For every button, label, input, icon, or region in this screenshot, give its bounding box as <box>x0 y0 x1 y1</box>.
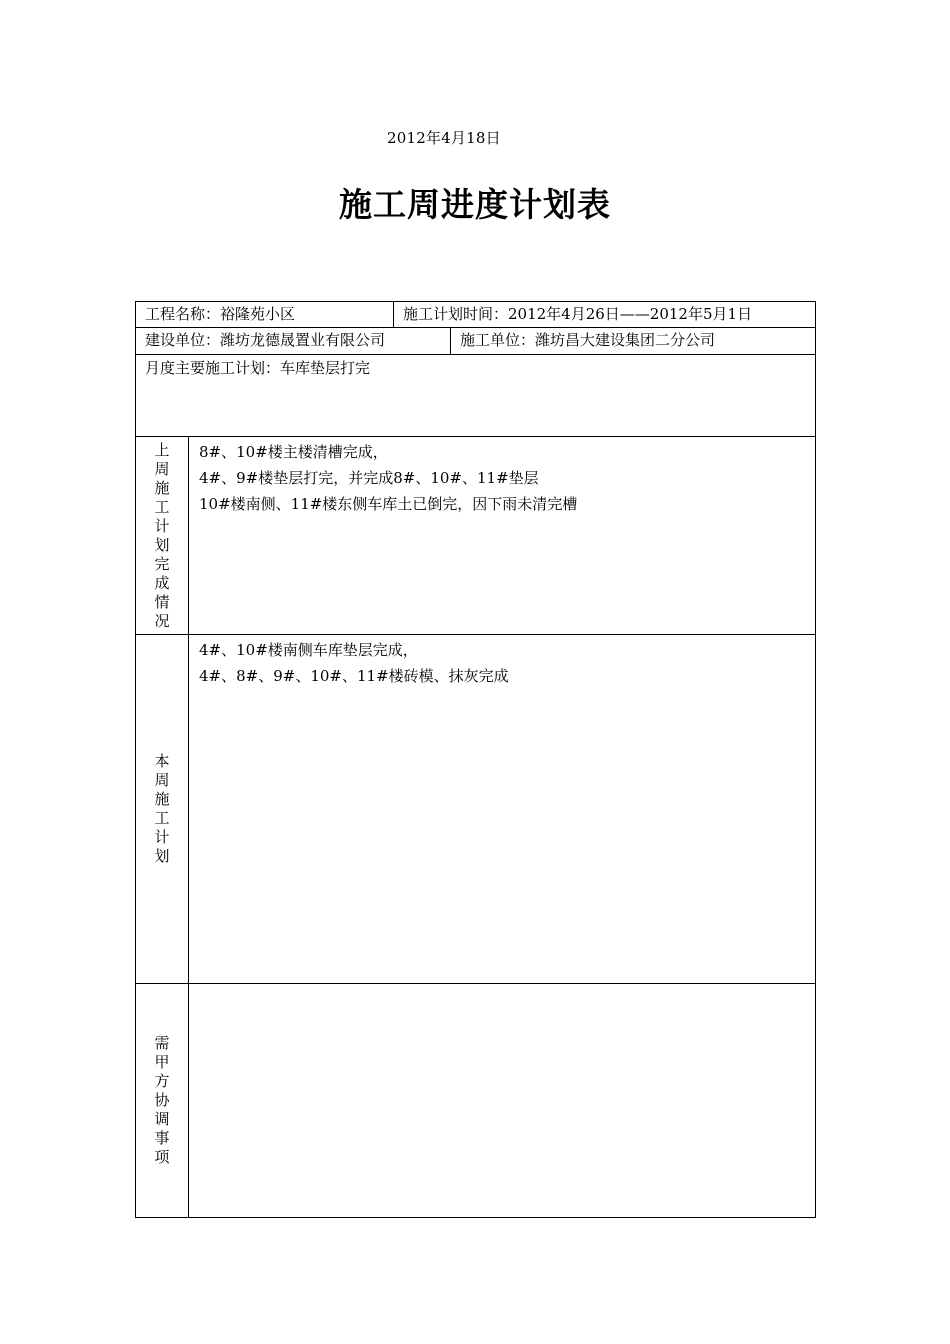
coordination-row <box>136 984 815 1217</box>
header-row-2 <box>136 328 815 355</box>
monthly-plan-cell: 月度主要施工计划：车库垫层打完 <box>145 359 371 377</box>
last-week-content <box>199 439 805 517</box>
this-week-label: 本周施工计划 <box>154 752 170 865</box>
last-week-line: 4#、9#楼垫层打完，并完成8#、10#、11#垫层 <box>199 469 539 487</box>
last-week-label-cell <box>136 437 189 634</box>
this-week-label-cell <box>136 635 189 983</box>
this-week-line: 4#、8#、9#、10#、11#楼砖模、抹灰完成 <box>199 667 509 685</box>
last-week-row <box>136 437 815 635</box>
project-name-cell: 工程名称：裕隆苑小区 <box>136 302 394 327</box>
last-week-label: 上周施工计划完成情况 <box>154 440 170 630</box>
coordination-label-cell <box>136 984 189 1217</box>
this-week-line: 4#、10#楼南侧车库垫层完成， <box>199 641 418 659</box>
plan-time-cell: 施工计划时间：2012年4月26日——2012年5月1日 <box>403 305 753 323</box>
last-week-line: 10#楼南侧、11#楼东侧车库土已倒完，因下雨未清完槽 <box>199 495 578 513</box>
header-row-1 <box>136 302 815 328</box>
coordination-label: 需甲方协调事项 <box>154 1034 170 1166</box>
schedule-table <box>135 301 816 1218</box>
report-date: 2012年4月18日 <box>387 129 501 147</box>
last-week-line: 8#、10#楼主楼清槽完成， <box>199 443 388 461</box>
monthly-plan-row <box>136 355 815 437</box>
this-week-row <box>136 635 815 984</box>
this-week-content <box>199 637 805 689</box>
contractor-unit-cell: 施工单位：潍坊昌大建设集团二分公司 <box>460 331 716 349</box>
page-title: 施工周进度计划表 <box>339 185 611 224</box>
owner-unit-cell: 建设单位：潍坊龙德晟置业有限公司 <box>136 328 451 354</box>
